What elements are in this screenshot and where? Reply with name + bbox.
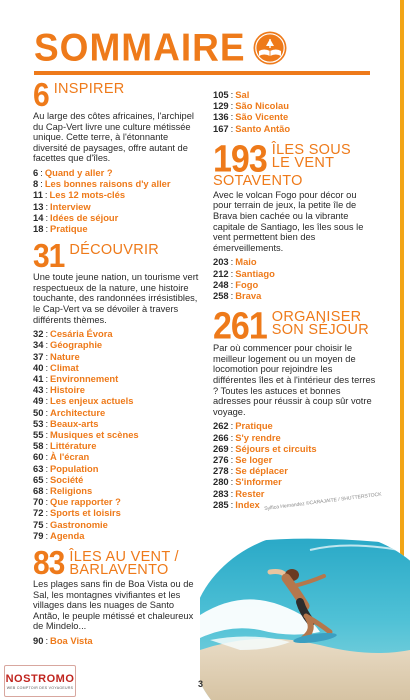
toc-entry — [33, 351, 201, 362]
toc-separator: : — [230, 111, 234, 123]
section-description: Les plages sans fin de Boa Vista ou de Sal, les montagnes vivifiantes et les villages dans les nuages de Santo Antão, le peuple métissé et chaleureux de Mindelo... — [33, 579, 194, 632]
toc-page-number: 40 — [33, 361, 44, 373]
toc-page-number: 41 — [33, 372, 44, 384]
toc-separator: : — [45, 440, 49, 452]
toc-page-number: 283 — [213, 487, 229, 499]
toc-entry-title: Les enjeux actuels — [50, 395, 134, 407]
toc-entry — [33, 530, 201, 541]
kitesurfer-photo — [200, 520, 410, 700]
toc-entry-title: Quand y aller ? — [44, 166, 113, 178]
toc-entry-title: Climat — [50, 361, 79, 373]
photo-credit: Sylfica Hernandez ©CARAJAITE / SHUTTERSTOCK — [264, 491, 382, 512]
toc-entry — [33, 212, 201, 223]
section-title: DÉCOUVRIR — [69, 242, 160, 259]
toc-entry-title: À l'écran — [50, 451, 90, 463]
toc-page-number: 18 — [33, 222, 44, 234]
toc-entry — [33, 429, 201, 440]
toc-separator: : — [45, 384, 49, 396]
toc-entry-title: Pratique — [50, 222, 88, 234]
page-header — [34, 25, 288, 69]
stamp-subtitle: WEB COMPTOIR DES VOYAGEURS — [6, 685, 74, 690]
toc-entry — [33, 451, 201, 462]
toc-separator: : — [230, 487, 234, 499]
toc-entry — [213, 256, 377, 267]
toc-separator: : — [230, 278, 234, 290]
toc-separator: : — [45, 339, 49, 351]
toc-page-number: 43 — [33, 384, 44, 396]
toc-page-number: 14 — [33, 211, 44, 223]
toc-entry-title: Les 12 mots-clés — [49, 189, 126, 201]
toc-separator: : — [230, 465, 234, 477]
right-column — [213, 89, 377, 514]
section-inspirer — [33, 76, 201, 234]
toc-page-number: 136 — [213, 111, 229, 123]
toc-separator: : — [230, 431, 234, 443]
toc-list — [213, 256, 377, 301]
toc-entry — [213, 420, 377, 431]
toc-entry — [33, 635, 201, 646]
toc-entry — [33, 507, 201, 518]
toc-page-number: 262 — [213, 420, 229, 432]
toc-entry-title: Idées de séjour — [50, 211, 119, 223]
toc-page-number: 53 — [33, 417, 44, 429]
toc-page-number: 8 — [33, 178, 39, 190]
toc-entry — [213, 89, 377, 100]
section-subtitle: SOTAVENTO — [213, 172, 303, 189]
toc-entry-title: Sal — [235, 89, 250, 100]
toc-separator: : — [230, 89, 234, 100]
toc-entry-title: Religions — [50, 485, 93, 496]
toc-entry-title: São Nicolau — [235, 100, 289, 112]
toc-entry — [33, 189, 201, 200]
toc-page-number: 269 — [213, 442, 229, 454]
toc-list-continued — [213, 89, 377, 134]
toc-entry-title: Santo Antão — [235, 122, 291, 134]
toc-page-number: 50 — [33, 406, 44, 418]
section-description: Par où commencer pour choisir le meilleur logement ou un moyen de locomotion pour rejoindre les différentes îles et à l'intérieur des terres ? Toutes les astuces et bonnes adresses pour réussir à coup sûr votre voyage. — [213, 343, 376, 417]
toc-entry-title: Nature — [50, 350, 80, 362]
toc-entry-title: Maio — [235, 256, 257, 268]
section-description: Une toute jeune nation, un tourisme vert respectueux de la nature, une histoire touchante, des randonnées irrésistibles, le Cap-Vert va se dévoiler à travers différents thèmes. — [33, 272, 199, 325]
toc-separator: : — [40, 178, 43, 190]
toc-separator: : — [45, 428, 49, 440]
toc-entry-title: Boa Vista — [50, 634, 93, 646]
toc-entry-title: Architecture — [50, 406, 106, 418]
book-icon — [252, 30, 288, 66]
toc-page-number: 79 — [33, 529, 44, 541]
section-barlavento — [33, 544, 201, 646]
toc-separator: : — [45, 451, 49, 463]
toc-page-number: 6 — [33, 166, 39, 178]
toc-page-number: 70 — [33, 496, 44, 508]
toc-page-number: 280 — [213, 476, 229, 488]
toc-page-number: 129 — [213, 100, 229, 112]
section-title: ORGANISER SON SÉJOUR — [271, 309, 369, 339]
toc-entry — [33, 418, 201, 429]
toc-page-number: 105 — [213, 89, 229, 100]
toc-separator: : — [230, 289, 234, 301]
toc-entry-title: Beaux-arts — [50, 417, 99, 429]
toc-entry-title: Sports et loisirs — [50, 507, 121, 519]
toc-page-number: 212 — [213, 267, 229, 279]
toc-entry — [213, 279, 377, 290]
toc-page-number: 55 — [33, 428, 44, 440]
toc-entry-title: Se loger — [235, 453, 273, 465]
section-number: 193 — [213, 137, 267, 181]
toc-separator: : — [44, 189, 48, 201]
toc-separator: : — [45, 496, 49, 508]
toc-separator: : — [230, 442, 234, 454]
toc-page-number: 75 — [33, 518, 44, 530]
toc-page-number: 32 — [33, 328, 44, 340]
page-number: 3 — [198, 679, 204, 689]
toc-page-number: 63 — [33, 462, 44, 474]
toc-entry — [33, 328, 201, 339]
toc-page-number: 68 — [33, 485, 44, 496]
toc-page-number: 248 — [213, 278, 229, 290]
toc-entry — [213, 268, 377, 279]
toc-entry-title: Musiques et scènes — [50, 428, 139, 440]
toc-page-number: 276 — [213, 453, 229, 465]
toc-page-number: 167 — [213, 122, 229, 134]
toc-entry-title: Interview — [50, 200, 91, 212]
toc-list — [33, 328, 201, 541]
section-title: INSPIRER — [53, 81, 125, 97]
toc-entry — [213, 432, 377, 443]
toc-entry — [33, 362, 201, 373]
toc-entry-title: Santiago — [235, 267, 275, 279]
toc-separator: : — [230, 476, 234, 488]
stamp-logo: NOSTROMO — [5, 672, 75, 685]
section-title: ÎLES AU VENT / BARLAVENTO — [69, 549, 179, 579]
toc-separator: : — [45, 200, 49, 212]
toc-entry-title: Index — [235, 498, 260, 510]
section-sotavento — [213, 137, 377, 301]
toc-separator: : — [45, 462, 49, 474]
toc-entry — [213, 476, 377, 487]
toc-page-number: 285 — [213, 498, 229, 510]
toc-entry-title: Se déplacer — [235, 465, 288, 477]
section-description: Au large des côtes africaines, l'archipel du Cap-Vert livre une culture métissée unique. Cette terre, à l'étonnante diversité de paysages, offre autant de facettes que d'îles. — [33, 111, 194, 164]
nostromo-stamp — [4, 665, 76, 697]
toc-entry — [33, 496, 201, 507]
toc-entry-title: Société — [50, 473, 84, 485]
section-title: ÎLES SOUS LE VENT — [271, 141, 351, 171]
toc-separator: : — [230, 453, 234, 465]
toc-separator: : — [45, 406, 49, 418]
toc-separator: : — [230, 267, 234, 279]
toc-page-number: 60 — [33, 451, 44, 463]
toc-separator: : — [45, 473, 49, 485]
toc-entry-title: S'informer — [235, 476, 282, 488]
toc-entry — [33, 167, 201, 178]
section-number: 83 — [33, 544, 65, 582]
toc-page-number: 34 — [33, 339, 44, 351]
section-sejour — [213, 304, 377, 510]
toc-page-number: 65 — [33, 473, 44, 485]
toc-entry-title: Les bonnes raisons d'y aller — [44, 178, 171, 190]
toc-entry — [33, 407, 201, 418]
toc-entry — [33, 395, 201, 406]
toc-entry — [213, 290, 377, 301]
toc-separator: : — [230, 256, 234, 268]
toc-entry — [213, 454, 377, 465]
toc-entry — [213, 465, 377, 476]
toc-page-number: 203 — [213, 256, 229, 268]
toc-entry-title: Rester — [235, 487, 265, 499]
toc-page-number: 58 — [33, 440, 44, 452]
toc-list — [33, 167, 201, 234]
toc-separator: : — [45, 518, 49, 530]
left-column — [33, 76, 201, 650]
toc-entry-title: Pratique — [235, 420, 273, 432]
toc-separator: : — [45, 529, 49, 541]
toc-entry — [213, 111, 377, 122]
toc-entry — [213, 443, 377, 454]
toc-entry-title: S'y rendre — [235, 431, 281, 443]
toc-entry-title: Agenda — [50, 529, 85, 541]
toc-entry — [213, 100, 377, 111]
toc-page-number: 11 — [33, 189, 43, 201]
toc-entry — [33, 485, 201, 496]
toc-entry-title: Cesária Évora — [50, 328, 113, 340]
toc-entry — [33, 519, 201, 530]
toc-separator: : — [45, 417, 49, 429]
toc-entry — [33, 463, 201, 474]
toc-separator: : — [230, 100, 234, 112]
toc-entry — [33, 178, 201, 189]
toc-entry-title: Brava — [235, 289, 262, 301]
section-decouvrir — [33, 237, 201, 541]
toc-entry — [213, 123, 377, 134]
toc-separator: : — [230, 420, 234, 432]
toc-entry — [33, 339, 201, 350]
toc-entry-title: Histoire — [50, 384, 85, 396]
toc-separator: : — [45, 372, 49, 384]
header-rule — [34, 71, 370, 75]
toc-separator: : — [45, 634, 49, 646]
section-number: 261 — [213, 304, 267, 348]
toc-page-number: 72 — [33, 507, 44, 519]
toc-entry-title: Fogo — [235, 278, 259, 290]
toc-separator: : — [45, 361, 49, 373]
toc-separator: : — [45, 350, 49, 362]
toc-entry-title: Environnement — [50, 372, 119, 384]
toc-entry-title: Population — [50, 462, 99, 474]
toc-separator: : — [45, 485, 49, 496]
toc-page-number: 90 — [33, 634, 44, 646]
toc-separator: : — [230, 122, 234, 134]
toc-page-number: 278 — [213, 465, 229, 477]
toc-separator: : — [45, 395, 49, 407]
toc-page-number: 266 — [213, 431, 229, 443]
toc-entry-title: São Vicente — [235, 111, 289, 123]
toc-page-number: 49 — [33, 395, 44, 407]
toc-separator: : — [45, 211, 49, 223]
toc-entry — [33, 474, 201, 485]
toc-entry — [33, 373, 201, 384]
toc-entry — [33, 223, 201, 234]
toc-entry-title: Séjours et circuits — [235, 442, 317, 454]
toc-entry-title: Gastronomie — [50, 518, 108, 530]
section-number: 31 — [33, 237, 65, 275]
toc-separator: : — [45, 222, 49, 234]
toc-separator: : — [40, 166, 43, 178]
toc-entry-title: Que rapporter ? — [50, 496, 121, 508]
toc-page-number: 37 — [33, 350, 44, 362]
toc-separator: : — [45, 328, 49, 340]
toc-separator: : — [230, 498, 234, 510]
toc-entry — [33, 384, 201, 395]
toc-page-number: 13 — [33, 200, 44, 212]
page-title: SOMMAIRE — [34, 25, 246, 69]
toc-entry-title: Géographie — [50, 339, 103, 351]
toc-list — [33, 635, 201, 646]
toc-entry — [33, 201, 201, 212]
toc-entry — [33, 440, 201, 451]
toc-entry-title: Littérature — [50, 440, 97, 452]
section-number: 6 — [33, 76, 49, 114]
section-description: Avec le volcan Fogo pour décor ou pour terrain de jeux, la petite île de Brava bien cachée ou la vibrante capitale de Santiago, les îles sous le vent permettent bien des émerveillements. — [213, 189, 364, 253]
toc-separator: : — [45, 507, 49, 519]
toc-page-number: 258 — [213, 289, 229, 301]
